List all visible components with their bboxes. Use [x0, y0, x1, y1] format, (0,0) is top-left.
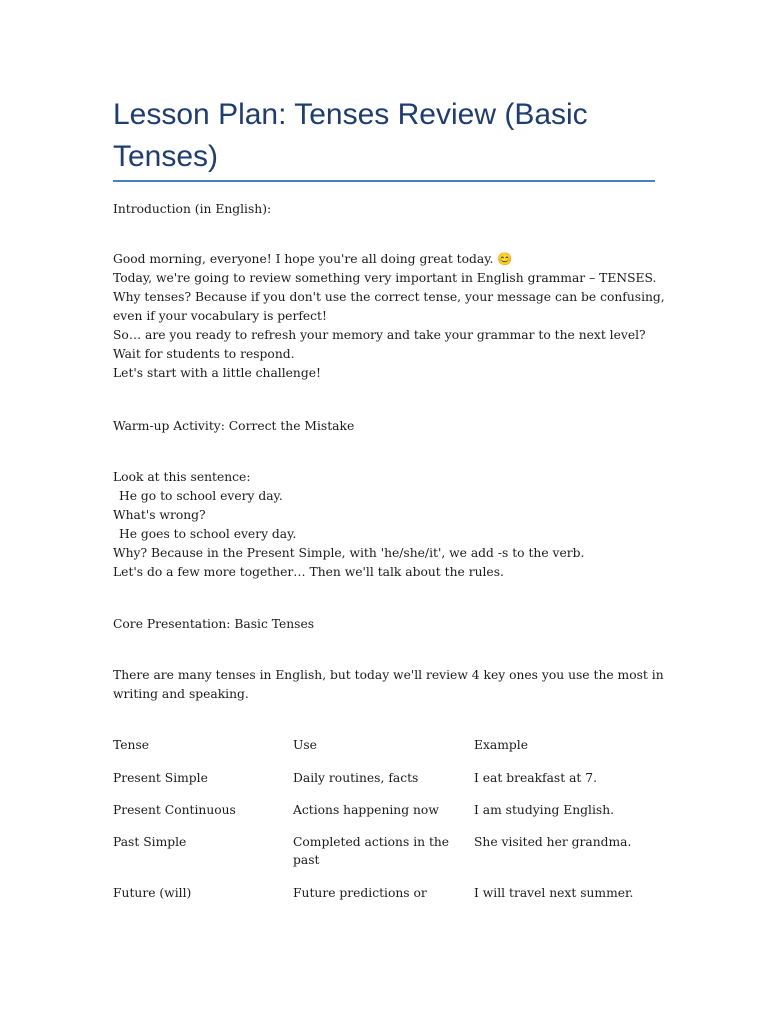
table-cell: I am studying English. — [474, 803, 615, 817]
intro-line: Let's start with a little challenge! — [113, 366, 321, 380]
table-cell: I eat breakfast at 7. — [474, 771, 597, 785]
table-cell: Future (will) — [113, 886, 192, 900]
warmup-example-correct: He goes to school every day. — [119, 527, 297, 541]
warmup-line: Why? Because in the Present Simple, with 'he/she/it', we add -s to the verb. — [113, 546, 585, 560]
intro-line: Today, we're going to review something very important in English grammar – TENSES. — [113, 271, 657, 285]
table-cell: Past Simple — [113, 835, 187, 849]
table-cell: Present Continuous — [113, 803, 236, 817]
warmup-heading: Warm-up Activity: Correct the Mistake — [113, 419, 355, 433]
intro-paragraph — [113, 250, 665, 383]
intro-line: Wait for students to respond. — [113, 347, 295, 361]
table-cell: Future predictions or — [293, 886, 427, 900]
table-cell: Daily routines, facts — [293, 771, 419, 785]
intro-line: Why tenses? Because if you don't use the correct tense, your message can be confusing, — [113, 290, 665, 304]
intro-heading: Introduction (in English): — [113, 202, 272, 216]
table-header-cell: Use — [293, 738, 317, 752]
warmup-line: What's wrong? — [113, 508, 206, 522]
warmup-paragraph — [113, 468, 658, 582]
warmup-example-wrong: He go to school every day. — [119, 489, 283, 503]
table-cell: Present Simple — [113, 771, 208, 785]
intro-line: So… are you ready to refresh your memory and take your grammar to the next level? — [113, 328, 646, 342]
intro-line: even if your vocabulary is perfect! — [113, 309, 327, 323]
table-cell: Completed actions in the past — [293, 835, 450, 867]
table-cell: I will travel next summer. — [474, 886, 634, 900]
warmup-line: Let's do a few more together… Then we'll talk about the rules. — [113, 565, 504, 579]
core-line: There are many tenses in English, but today we'll review 4 key ones you use the most in — [113, 668, 664, 682]
table-header-cell: Example — [474, 738, 528, 752]
table-cell: She visited her grandma. — [474, 835, 632, 849]
table-header-cell: Tense — [113, 738, 150, 752]
intro-line: Good morning, everyone! I hope you're all doing great today. 😊 — [113, 252, 513, 266]
core-heading: Core Presentation: Basic Tenses — [113, 617, 315, 631]
core-line: writing and speaking. — [113, 687, 249, 701]
core-paragraph — [113, 666, 664, 704]
warmup-line: Look at this sentence: — [113, 470, 251, 484]
title-underline — [113, 180, 655, 182]
page-title: Lesson Plan: Tenses Review (Basic Tenses) — [113, 98, 588, 173]
table-cell: Actions happening now — [293, 803, 439, 817]
